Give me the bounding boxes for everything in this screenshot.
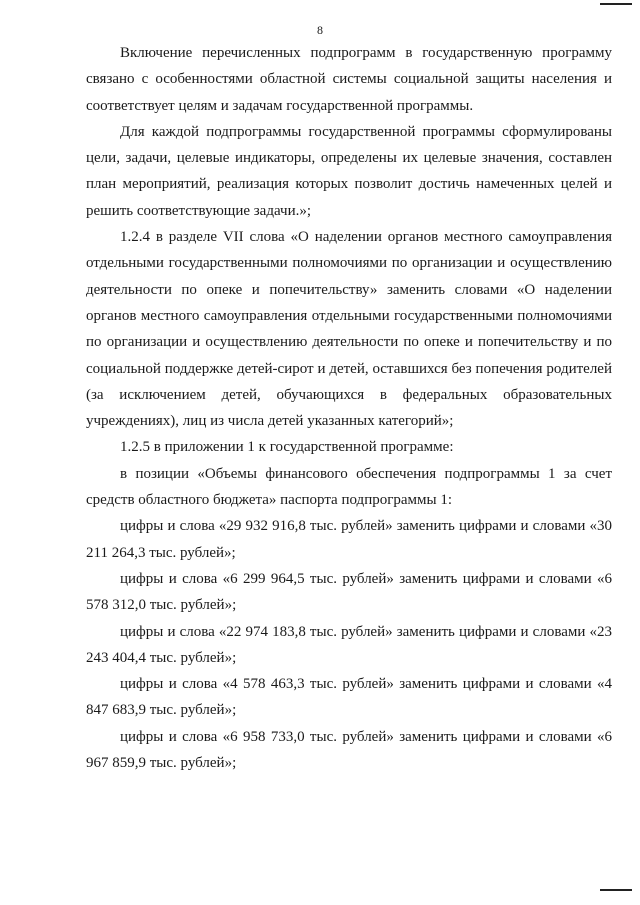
paragraph-item-1-2-4: 1.2.4 в разделе VII слова «О наделении органов местного самоуправления отдельными государственными полномочиями по организации и осуществлению деятельности по опеке и попечительству» заменить словами «О наделении органов местного самоуправления отдельными государственными полномочиями по организации и осуществлению деятельности по опеке и попечительству и по социальной поддержке детей-сирот и детей, оставшихся без попечения родителей (за исключением детей, обучающихся в федеральных образовательных учреждениях), лиц из числа детей указанных категорий»; [86,229,612,430]
paragraph-replacement-5: цифры и слова «6 958 733,0 тыс. рублей» заменить цифрами и словами «6 967 859,9 тыс. рублей»; [86,728,612,772]
page-number: 8 [317,23,323,37]
scan-artifact-top [600,3,632,5]
paragraph-funding-position: в позиции «Объемы финансового обеспечения подпрограммы 1 за счет средств областного бюджета» паспорта подпрограммы 1: [86,465,612,509]
paragraph-subprogram-goals: Для каждой подпрограммы государственной программы сформулированы цели, задачи, целевые индикаторы, определены их целевые значения, составлен план мероприятий, реализация которых позволит достичь намеченных целей и решить соответствующие задачи.»; [86,123,612,219]
scan-artifact-bottom [600,889,632,891]
paragraph-subprograms-inclusion: Включение перечисленных подпрограмм в государственную программу связано с особенностями областной системы социальной защиты населения и соответствует целям и задачам государственной программы. [86,45,612,114]
paragraph-item-1-2-5: 1.2.5 в приложении 1 к государственной программе: [120,439,454,456]
paragraph-replacement-1: цифры и слова «29 932 916,8 тыс. рублей» заменить цифрами и словами «30 211 264,3 тыс. рублей»; [86,518,612,561]
paragraph-replacement-3: цифры и слова «22 974 183,8 тыс. рублей» заменить цифрами и словами «23 243 404,4 тыс. рублей»; [86,623,612,666]
document-body [86,40,612,776]
paragraph-replacement-4: цифры и слова «4 578 463,3 тыс. рублей» заменить цифрами и словами «4 847 683,9 тыс. рублей»; [86,676,612,719]
paragraph-replacement-2: цифры и слова «6 299 964,5 тыс. рублей» заменить цифрами и словами «6 578 312,0 тыс. рублей»; [86,570,612,614]
